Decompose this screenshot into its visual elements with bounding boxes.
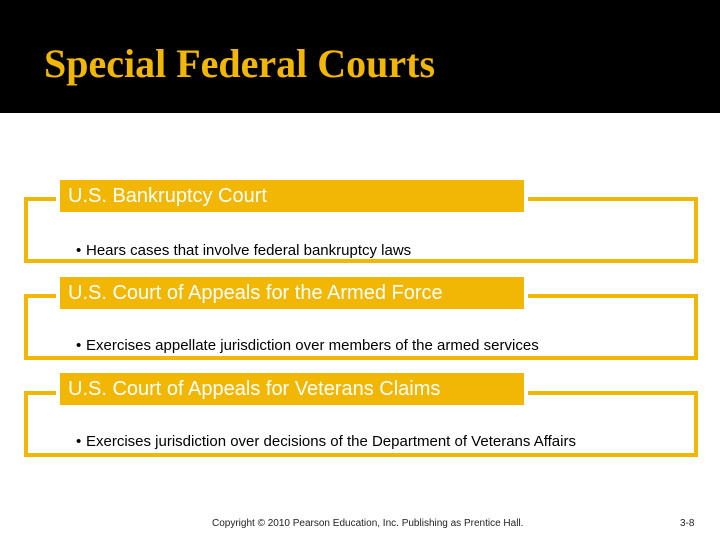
section-heading-armed-force bbox=[56, 273, 528, 313]
section-heading-label: U.S. Bankruptcy Court bbox=[68, 185, 267, 207]
bullet-text: Exercises appellate jurisdiction over members of the armed services bbox=[86, 337, 539, 354]
bullet-text: Exercises jurisdiction over decisions of the Department of Veterans Affairs bbox=[86, 433, 576, 450]
section-heading-veterans bbox=[56, 369, 528, 409]
bullet-text: Hears cases that involve federal bankruptcy laws bbox=[86, 242, 412, 259]
bullet-dot-icon: • bbox=[76, 433, 82, 450]
section-heading-bankruptcy bbox=[56, 176, 528, 216]
slide-title: Special Federal Courts bbox=[44, 41, 436, 86]
title-bar bbox=[0, 0, 720, 113]
section-bullet-bankruptcy bbox=[76, 242, 411, 260]
section-heading-label: U.S. Court of Appeals for the Armed Force bbox=[68, 282, 443, 304]
page-number: 3-8 bbox=[680, 518, 695, 529]
section-bullet-armed-force bbox=[76, 337, 539, 355]
section-heading-label: U.S. Court of Appeals for Veterans Claims bbox=[68, 378, 441, 400]
bullet-dot-icon: • bbox=[76, 337, 82, 354]
bullet-dot-icon: • bbox=[76, 242, 82, 259]
section-bullet-veterans bbox=[76, 433, 576, 451]
copyright-notice: Copyright © 2010 Pearson Education, Inc. Publishing as Prentice Hall. bbox=[212, 518, 524, 529]
